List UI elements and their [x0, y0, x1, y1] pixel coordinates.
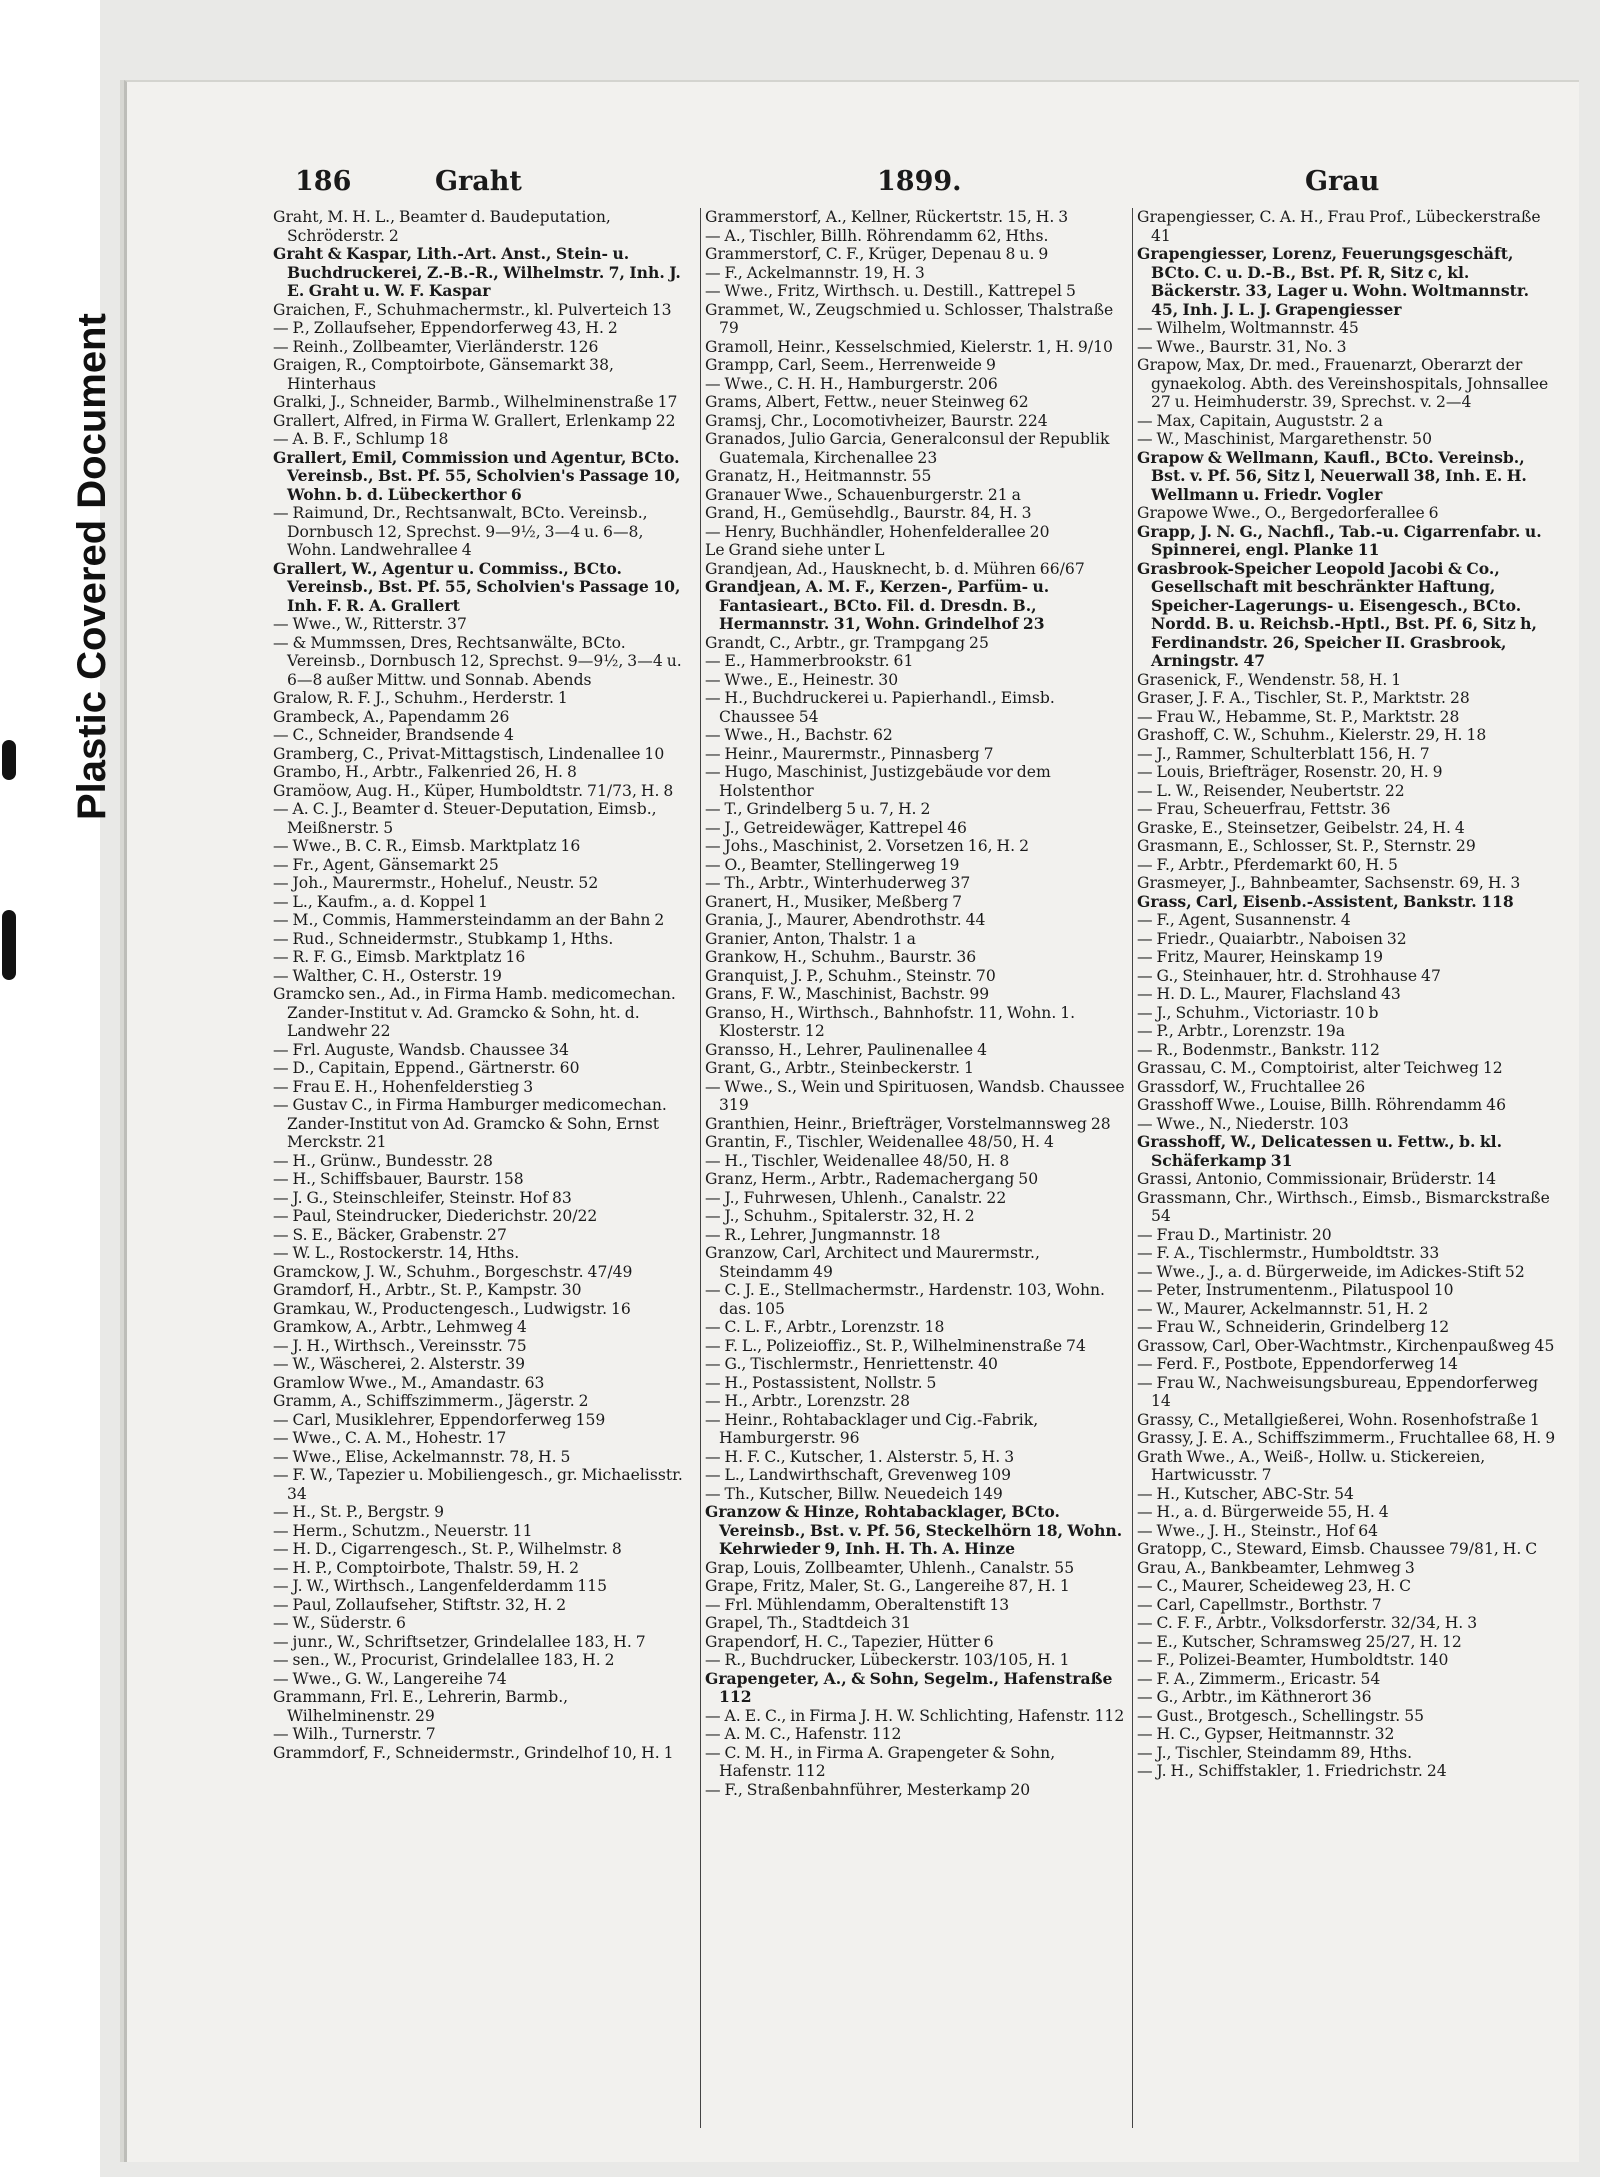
- directory-entry: Grapow, Max, Dr. med., Frauenarzt, Oberarzt der gynaekolog. Abth. des Vereinshospitals, Johnsallee 27 u. Heimhuderstr. 39, Sprechst. v. 2—4: [1137, 356, 1549, 411]
- directory-entry: Grap, Louis, Zollbeamter, Uhlenh., Canalstr. 55: [705, 1558, 1075, 1577]
- directory-entry: Grapengiesser, Lorenz, Feuerungsgeschäft, BCto. C. u. D.-B., Bst. Pf. R, Sitz c, kl. Bäckerstr. 33, Lager u. Wohn. Woltmannstr. 45, Inh. J. L. J. Grapengiesser: [1137, 244, 1530, 319]
- directory-entry: Grashoff, C. W., Schuhm., Kielerstr. 29, H. 18: [1137, 726, 1487, 744]
- directory-entry: — H., Kutscher, ABC-Str. 54: [1137, 1484, 1354, 1503]
- directory-entry: Grallert, Alfred, in Firma W. Grallert, Erlenkamp 22: [273, 411, 676, 430]
- side-mark-bottom: [2, 910, 16, 980]
- directory-entry: Grapow & Wellmann, Kaufl., BCto. Vereinsb., Bst. v. Pf. 56, Sitz l, Neuerwall 38, Inh. E. H. Wellmann u. Friedr. Vogler: [1137, 447, 1527, 504]
- directory-entry: Graser, J. F. A., Tischler, St. P., Marktstr. 28: [1137, 689, 1470, 707]
- directory-entry: — J., Rammer, Schulterblatt 156, H. 7: [1137, 744, 1430, 763]
- directory-entry: — C. M. H., in Firma A. Grapengeter & Sohn, Hafenstr. 112: [705, 1743, 1056, 1780]
- side-mark-top: [2, 740, 16, 780]
- directory-entry: — Friedr., Quaiarbtr., Naboisen 32: [1137, 929, 1407, 948]
- directory-entry: — J., Tischler, Steindamm 89, Hths.: [1137, 1743, 1413, 1762]
- directory-entry: — E., Kutscher, Schramsweg 25/27, H. 12: [1137, 1632, 1462, 1651]
- directory-entry: Grassow, Carl, Ober-Wachtmstr., Kirchenpaußweg 45: [1137, 1336, 1555, 1355]
- directory-entry: — H., St. P., Bergstr. 9: [273, 1503, 445, 1521]
- directory-entry: Grassy, J. E. A., Schiffszimmerm., Fruchtallee 68, H. 9: [1137, 1429, 1556, 1447]
- directory-entry: — Joh., Maurermstr., Hoheluf., Neustr. 52: [273, 874, 599, 892]
- directory-entry: Grassi, Antonio, Commissionair, Brüderstr. 14: [1137, 1170, 1497, 1188]
- directory-entry: — Wwe., J., a. d. Bürgerweide, im Adickes-Stift 52: [1137, 1262, 1525, 1281]
- column-rule-1: [700, 208, 701, 2128]
- directory-entry: — Walther, C. H., Osterstr. 19: [273, 966, 502, 985]
- directory-entry: — Ferd. F., Postbote, Eppendorferweg 14: [1137, 1355, 1458, 1373]
- directory-entry: — Rud., Schneidermstr., Stubkamp 1, Hths.: [273, 929, 614, 948]
- column-rule-2: [1132, 208, 1133, 2128]
- directory-entry: — W., Süderstr. 6: [273, 1614, 406, 1632]
- directory-entry: Grasshoff Wwe., Louise, Billh. Röhrendamm 46: [1137, 1096, 1506, 1114]
- directory-entry: — Wilhelm, Woltmannstr. 45: [1137, 319, 1359, 337]
- directory-entry: Grasbrook-Speicher Leopold Jacobi & Co., Gesellschaft mit beschränkter Haftung, Speicher-Lagerungs- u. Eisengesch., BCto. Nordd. B. u. Reichsb.-Hptl., Bst. Pf. 6, Sitz h, Ferdinandstr. 26, Speicher II. Grasbrook, Arningstr. 47: [1137, 558, 1537, 670]
- directory-entry: Gramöow, Aug. H., Küper, Humboldtstr. 71/73, H. 8: [273, 781, 674, 800]
- directory-entry: — J., Getreidewäger, Kattrepel 46: [705, 818, 967, 837]
- directory-entry: Grammerstorf, C. F., Krüger, Depenau 8 u. 9: [705, 245, 1049, 263]
- directory-entry: — A., Tischler, Billh. Röhrendamm 62, Hths.: [705, 226, 1049, 245]
- directory-entry: — J., Schuhm., Victoriastr. 10 b: [1137, 1003, 1379, 1022]
- directory-entry: — Wwe., J. H., Steinstr., Hof 64: [1137, 1521, 1379, 1540]
- directory-entry: — H., Postassistent, Nollstr. 5: [705, 1373, 937, 1392]
- directory-entry: Gramlow Wwe., M., Amandastr. 63: [273, 1373, 545, 1392]
- directory-entry: Grapengeter, A., & Sohn, Segelm., Hafenstraße 112: [705, 1668, 1113, 1706]
- directory-entry: — J., Fuhrwesen, Uhlenh., Canalstr. 22: [705, 1188, 1007, 1207]
- directory-entry: — O., Beamter, Stellingerweg 19: [705, 855, 960, 874]
- directory-entry: Grasmeyer, J., Bahnbeamter, Sachsenstr. 69, H. 3: [1137, 874, 1521, 892]
- directory-entry: — Peter, Instrumentenm., Pilatuspool 10: [1137, 1281, 1454, 1299]
- directory-entry: — G., Arbtr., im Käthnerort 36: [1137, 1688, 1372, 1706]
- directory-entry: — Fr., Agent, Gänsemarkt 25: [273, 855, 499, 874]
- header-right-word: Grau: [1305, 166, 1380, 197]
- directory-entry: Granatz, H., Heitmannstr. 55: [705, 467, 932, 485]
- column-3: [1137, 208, 1559, 1781]
- directory-entry: — Carl, Musiklehrer, Eppendorferweg 159: [273, 1410, 606, 1429]
- directory-entry: — Wwe., S., Wein und Spirituosen, Wandsb. Chaussee 319: [705, 1077, 1125, 1114]
- directory-entry: Grasenick, F., Wendenstr. 58, H. 1: [1137, 670, 1402, 689]
- directory-entry: — G., Steinhauer, htr. d. Strohhause 47: [1137, 966, 1441, 985]
- directory-entry: — Heinr., Maurermstr., Pinnasberg 7: [705, 744, 994, 763]
- directory-entry: Grampp, Carl, Seem., Herrenweide 9: [705, 356, 996, 374]
- directory-entry: — Frau, Scheuerfrau, Fettstr. 36: [1137, 800, 1391, 818]
- directory-entry: Gramkau, W., Productengesch., Ludwigstr. 16: [273, 1299, 631, 1318]
- directory-entry: Graht, M. H. L., Beamter d. Baudeputation, Schröderstr. 2: [273, 208, 611, 245]
- directory-entry: Grania, J., Maurer, Abendrothstr. 44: [705, 911, 986, 929]
- directory-entry: — Carl, Capellmstr., Borthstr. 7: [1137, 1595, 1382, 1614]
- directory-entry: Granados, Julio Garcia, Generalconsul der Republik Guatemala, Kirchenallee 23: [705, 430, 1110, 467]
- directory-entry: — Gust., Brotgesch., Schellingstr. 55: [1137, 1706, 1425, 1725]
- directory-entry: — R., Bodenmstr., Bankstr. 112: [1137, 1040, 1380, 1059]
- directory-entry: Grand, H., Gemüsehdlg., Baurstr. 84, H. 3: [705, 504, 1032, 522]
- directory-entry: Grammdorf, F., Schneidermstr., Grindelhof 10, H. 1: [273, 1743, 674, 1762]
- directory-entry: — Wwe., C. A. M., Hohestr. 17: [273, 1429, 507, 1447]
- directory-entry: — Max, Capitain, Auguststr. 2 a: [1137, 411, 1383, 430]
- directory-entry: — J. G., Steinschleifer, Steinstr. Hof 83: [273, 1188, 572, 1207]
- directory-entry: Graht & Kaspar, Lith.-Art. Anst., Stein- u. Buchdruckerei, Z.-B.-R., Wilhelmstr. 7, Inh. J. E. Graht u. W. F. Kaspar: [273, 244, 681, 300]
- directory-entry: Granert, H., Musiker, Meßberg 7: [705, 892, 963, 911]
- page-number: 186: [295, 166, 352, 197]
- directory-entry: Grams, Albert, Fettw., neuer Steinweg 62: [705, 393, 1029, 411]
- directory-entry: — F. W., Tapezier u. Mobiliengesch., gr. Michaelisstr. 34: [273, 1466, 683, 1503]
- directory-entry: — F., Agent, Susannenstr. 4: [1137, 911, 1351, 929]
- directory-entry: Grantin, F., Tischler, Weidenallee 48/50, H. 4: [705, 1133, 1054, 1151]
- directory-entry: Gramdorf, H., Arbtr., St. P., Kampstr. 30: [273, 1281, 582, 1299]
- directory-entry: — Paul, Zollaufseher, Stiftstr. 32, H. 2: [273, 1595, 567, 1614]
- directory-entry: Granz, Herm., Arbtr., Rademachergang 50: [705, 1170, 1039, 1188]
- directory-entry: — L., Landwirthschaft, Grevenweg 109: [705, 1466, 1012, 1484]
- directory-entry: — F. L., Polizeioffiz., St. P., Wilhelminenstraße 74: [705, 1336, 1086, 1355]
- column-1: [273, 208, 695, 1762]
- directory-entry: — Frau W., Nachweisungsbureau, Eppendorferweg 14: [1137, 1373, 1539, 1410]
- directory-entry: — H. P., Comptoirbote, Thalstr. 59, H. 2: [273, 1558, 580, 1577]
- directory-entry: Grapendorf, H. C., Tapezier, Hütter 6: [705, 1632, 994, 1651]
- directory-entry: Graske, E., Steinsetzer, Geibelstr. 24, H. 4: [1137, 818, 1465, 837]
- directory-entry: Gransso, H., Lehrer, Paulinenallee 4: [705, 1040, 988, 1059]
- directory-entry: — H. F. C., Kutscher, 1. Alsterstr. 5, H. 3: [705, 1447, 1015, 1466]
- directory-entry: Grapengiesser, C. A. H., Frau Prof., Lübeckerstraße 41: [1137, 208, 1541, 245]
- directory-entry: Grape, Fritz, Maler, St. G., Langereihe 87, H. 1: [705, 1577, 1070, 1595]
- directory-entry: — M., Commis, Hammersteindamm an der Bahn 2: [273, 911, 665, 929]
- directory-page: [124, 80, 1579, 2162]
- directory-entry: — A. B. F., Schlump 18: [273, 430, 449, 448]
- directory-entry: — Wwe., C. H. H., Hamburgerstr. 206: [705, 374, 998, 393]
- side-label-strip: [0, 0, 114, 2177]
- directory-entry: Gralow, R. F. J., Schuhm., Herderstr. 1: [273, 689, 568, 707]
- directory-entry: — G., Tischlermstr., Henriettenstr. 40: [705, 1355, 998, 1373]
- directory-entry: — Heinr., Rohtabacklager und Cig.-Fabrik, Hamburgerstr. 96: [705, 1410, 1039, 1447]
- directory-entry: Grassdorf, W., Fruchtallee 26: [1137, 1077, 1366, 1096]
- directory-entry: — W., Maschinist, Margarethenstr. 50: [1137, 430, 1432, 448]
- directory-entry: Granzow & Hinze, Rohtabacklager, BCto. Vereinsb., Bst. v. Pf. 56, Steckelhörn 18, Wohn. Kehrwieder 9, Inh. H. Th. A. Hinze: [705, 1502, 1123, 1558]
- column-2: [705, 208, 1127, 1799]
- directory-entry: — H., Tischler, Weidenallee 48/50, H. 8: [705, 1151, 1010, 1170]
- directory-entry: — J. H., Schiffstakler, 1. Friedrichstr. 24: [1137, 1762, 1447, 1780]
- directory-entry: — L. W., Reisender, Neubertstr. 22: [1137, 781, 1405, 800]
- directory-entry: Gramkow, A., Arbtr., Lehmweg 4: [273, 1318, 527, 1336]
- directory-entry: Gratopp, C., Steward, Eimsb. Chaussee 79/81, H. C: [1137, 1540, 1538, 1558]
- directory-entry: — C. F. F., Arbtr., Volksdorferstr. 32/34, H. 3: [1137, 1614, 1478, 1632]
- directory-entry: — F., Arbtr., Pferdemarkt 60, H. 5: [1137, 855, 1398, 874]
- directory-entry: — sen., W., Procurist, Grindelallee 183, H. 2: [273, 1651, 615, 1669]
- directory-entry: — J. H., Wirthsch., Vereinsstr. 75: [273, 1336, 527, 1355]
- directory-entry: — Raimund, Dr., Rechtsanwalt, BCto. Vereinsb., Dornbusch 12, Sprechst. 9—9½, 3—4 u. 6—8, Wohn. Landwehrallee 4: [273, 504, 648, 559]
- directory-entry: — C. J. E., Stellmachermstr., Hardenstr. 103, Wohn. das. 105: [705, 1281, 1106, 1318]
- directory-entry: Grant, G., Arbtr., Steinbeckerstr. 1: [705, 1059, 974, 1077]
- directory-entry: Grallert, Emil, Commission und Agentur, BCto. Vereinsb., Bst. Pf. 55, Scholvien's Passage 10, Wohn. b. d. Lübeckerthor 6: [273, 447, 681, 504]
- directory-entry: — A. E. C., in Firma J. H. W. Schlichting, Hafenstr. 112: [705, 1706, 1125, 1725]
- directory-entry: Gramm, A., Schiffszimmerm., Jägerstr. 2: [273, 1392, 589, 1410]
- directory-entry: — Wwe., Fritz, Wirthsch. u. Destill., Kattrepel 5: [705, 282, 1076, 300]
- directory-entry: — A. C. J., Beamter d. Steuer-Deputation, Eimsb., Meißnerstr. 5: [273, 800, 657, 837]
- directory-entry: Grandjean, Ad., Hausknecht, b. d. Mühren 66/67: [705, 559, 1085, 578]
- directory-entry: — Wilh., Turnerstr. 7: [273, 1725, 436, 1743]
- directory-entry: Grapp, J. N. G., Nachfl., Tab.-u. Cigarrenfabr. u. Spinnerei, engl. Planke 11: [1137, 521, 1542, 559]
- directory-entry: — Frl. Mühlendamm, Oberaltenstift 13: [705, 1595, 1010, 1614]
- directory-entry: — A. M. C., Hafenstr. 112: [705, 1725, 902, 1743]
- directory-entry: — F., Straßenbahnführer, Mesterkamp 20: [705, 1780, 1031, 1799]
- directory-entry: — L., Kaufm., a. d. Koppel 1: [273, 892, 488, 911]
- directory-entry: — H. D., Cigarrengesch., St. P., Wilhelmstr. 8: [273, 1540, 622, 1558]
- directory-entry: — H. C., Gypser, Heitmannstr. 32: [1137, 1725, 1395, 1743]
- header-year: 1899.: [877, 166, 962, 197]
- directory-entry: — Frau W., Hebamme, St. P., Marktstr. 28: [1137, 707, 1460, 726]
- directory-entry: Graichen, F., Schuhmachermstr., kl. Pulverteich 13: [273, 300, 672, 319]
- directory-entry: — J., Schuhm., Spitalerstr. 32, H. 2: [705, 1207, 975, 1225]
- directory-entry: — W., Wäscherei, 2. Alsterstr. 39: [273, 1355, 526, 1373]
- directory-entry: — Louis, Briefträger, Rosenstr. 20, H. 9: [1137, 763, 1443, 781]
- directory-entry: — & Mummssen, Dres, Rechtsanwälte, BCto. Vereinsb., Dornbusch 12, Sprechst. 9—9½, 3—4 u. 6—8 außer Mittw. und Sonnab. Abends: [273, 633, 682, 689]
- directory-entry: Grau, A., Bankbeamter, Lehmweg 3: [1137, 1558, 1415, 1577]
- directory-entry: — W., Maurer, Ackelmannstr. 51, H. 2: [1137, 1299, 1429, 1318]
- directory-entry: Gramoll, Heinr., Kesselschmied, Kielerstr. 1, H. 9/10: [705, 337, 1113, 356]
- directory-entry: — Th., Kutscher, Billw. Neuedeich 149: [705, 1484, 1003, 1503]
- directory-entry: Grath Wwe., A., Weiß-, Hollw. u. Stickereien, Hartwicusstr. 7: [1137, 1447, 1486, 1484]
- directory-entry: — Herm., Schutzm., Neuerstr. 11: [273, 1521, 533, 1540]
- directory-entry: — Frl. Auguste, Wandsb. Chaussee 34: [273, 1040, 569, 1059]
- directory-entry: — Frau D., Martinistr. 20: [1137, 1225, 1332, 1244]
- directory-entry: Grassy, C., Metallgießerei, Wohn. Rosenhofstraße 1: [1137, 1410, 1540, 1429]
- directory-entry: Grandt, C., Arbtr., gr. Trampgang 25: [705, 633, 989, 652]
- directory-entry: — Wwe., H., Bachstr. 62: [705, 726, 893, 744]
- directory-entry: Grandjean, A. M. F., Kerzen-, Parfüm- u. Fantasieart., BCto. Fil. d. Dresdn. B., Hermannstr. 31, Wohn. Grindelhof 23: [705, 577, 1050, 633]
- directory-entry: Grallert, W., Agentur u. Commiss., BCto. Vereinsb., Bst. Pf. 55, Scholvien's Passage 10, Inh. F. R. A. Grallert: [273, 558, 681, 615]
- directory-entry: Grassau, C. M., Comptoirist, alter Teichweg 12: [1137, 1059, 1503, 1077]
- directory-entry: Gramcko sen., Ad., in Firma Hamb. medicomechan. Zander-Institut v. Ad. Gramcko & Sohn, ht. d. Landwehr 22: [273, 985, 676, 1040]
- directory-entry: — Wwe., W., Ritterstr. 37: [273, 615, 467, 633]
- directory-entry: — Frau E. H., Hohenfelderstieg 3: [273, 1077, 534, 1096]
- directory-entry: Granier, Anton, Thalstr. 1 a: [705, 929, 916, 948]
- directory-entry: — F. A., Tischlermstr., Humboldtstr. 33: [1137, 1244, 1440, 1262]
- directory-entry: — Gustav C., in Firma Hamburger medicomechan. Zander-Institut von Ad. Gramcko & Sohn, Ernst Merckstr. 21: [273, 1096, 667, 1151]
- directory-entry: — Wwe., N., Niederstr. 103: [1137, 1114, 1349, 1133]
- directory-entry: — E., Hammerbrookstr. 61: [705, 652, 914, 670]
- directory-entry: Granauer Wwe., Schauenburgerstr. 21 a: [705, 485, 1021, 504]
- directory-entry: — Paul, Steindrucker, Diederichstr. 20/22: [273, 1207, 598, 1225]
- directory-entry: — R., Buchdrucker, Lübeckerstr. 103/105, H. 1: [705, 1651, 1070, 1669]
- directory-entry: — Fritz, Maurer, Heinskamp 19: [1137, 948, 1384, 966]
- directory-entry: — Wwe., G. W., Langereihe 74: [273, 1669, 507, 1688]
- directory-entry: — Johs., Maschinist, 2. Vorsetzen 16, H. 2: [705, 837, 1029, 855]
- directory-entry: — F., Ackelmannstr. 19, H. 3: [705, 263, 925, 282]
- directory-entry: — H., a. d. Bürgerweide 55, H. 4: [1137, 1503, 1389, 1521]
- directory-entry: — Henry, Buchhändler, Hohenfelderallee 20: [705, 522, 1050, 541]
- directory-entry: — C., Maurer, Scheideweg 23, H. C: [1137, 1577, 1412, 1595]
- directory-entry: Grammerstorf, A., Kellner, Rückertstr. 15, H. 3: [705, 208, 1069, 226]
- directory-entry: — Hugo, Maschinist, Justizgebäude vor dem Holstenthor: [705, 763, 1051, 800]
- directory-entry: Gramberg, C., Privat-Mittagstisch, Lindenallee 10: [273, 744, 665, 763]
- directory-entry: — H. D. L., Maurer, Flachsland 43: [1137, 985, 1401, 1003]
- side-label-text: Plastic Covered Document: [70, 313, 114, 820]
- directory-entry: Granso, H., Wirthsch., Bahnhofstr. 11, Wohn. 1. Klosterstr. 12: [705, 1003, 1076, 1040]
- directory-entry: Grambo, H., Arbtr., Falkenried 26, H. 8: [273, 763, 577, 781]
- directory-entry: Granthien, Heinr., Briefträger, Vorstelmannsweg 28: [705, 1114, 1111, 1133]
- directory-entry: Granzow, Carl, Architect und Maurermstr., Steindamm 49: [705, 1244, 1040, 1281]
- directory-entry: — Wwe., E., Heinestr. 30: [705, 670, 899, 689]
- directory-entry: Gralki, J., Schneider, Barmb., Wilhelminenstraße 17: [273, 393, 678, 411]
- directory-entry: Grammann, Frl. E., Lehrerin, Barmb., Wilhelminenstr. 29: [273, 1688, 569, 1725]
- directory-entry: — Reinh., Zollbeamter, Vierländerstr. 126: [273, 337, 599, 356]
- directory-entry: — H., Grünw., Bundesstr. 28: [273, 1151, 493, 1170]
- directory-entry: Gramckow, J. W., Schuhm., Borgeschstr. 47/49: [273, 1262, 633, 1281]
- directory-entry: Grasmann, E., Schlosser, St. P., Sternstr. 29: [1137, 837, 1476, 855]
- directory-entry: Grasshoff, W., Delicatessen u. Fettw., b. kl. Schäferkamp 31: [1137, 1132, 1503, 1170]
- directory-entry: — H., Arbtr., Lorenzstr. 28: [705, 1392, 911, 1410]
- page-header: [127, 166, 1579, 206]
- directory-entry: — W. L., Rostockerstr. 14, Hths.: [273, 1244, 520, 1262]
- directory-entry: — Th., Arbtr., Winterhuderweg 37: [705, 874, 971, 892]
- directory-entry: — F. A., Zimmerm., Ericastr. 54: [1137, 1669, 1381, 1688]
- directory-entry: — T., Grindelberg 5 u. 7, H. 2: [705, 800, 931, 818]
- directory-entry: — R. F. G., Eimsb. Marktplatz 16: [273, 948, 526, 966]
- directory-entry: Grans, F. W., Maschinist, Bachstr. 99: [705, 985, 990, 1003]
- directory-entry: — P., Arbtr., Lorenzstr. 19a: [1137, 1022, 1346, 1040]
- directory-entry: — H., Schiffsbauer, Baurstr. 158: [273, 1170, 524, 1188]
- directory-entry: — C. L. F., Arbtr., Lorenzstr. 18: [705, 1318, 945, 1336]
- directory-entry: — Wwe., B. C. R., Eimsb. Marktplatz 16: [273, 837, 581, 855]
- directory-entry: — C., Schneider, Brandsende 4: [273, 726, 514, 744]
- directory-entry: Le Grand siehe unter L: [705, 541, 885, 559]
- directory-entry: Grankow, H., Schuhm., Baurstr. 36: [705, 948, 977, 966]
- directory-entry: Grassmann, Chr., Wirthsch., Eimsb., Bismarckstraße 54: [1137, 1188, 1550, 1225]
- directory-entry: — Frau W., Schneiderin, Grindelberg 12: [1137, 1318, 1450, 1336]
- directory-entry: — J. W., Wirthsch., Langenfelderdamm 115: [273, 1577, 608, 1595]
- header-left-word: Graht: [435, 166, 522, 197]
- directory-entry: — P., Zollaufseher, Eppendorferweg 43, H. 2: [273, 319, 618, 337]
- directory-entry: — junr., W., Schriftsetzer, Grindelallee 183, H. 7: [273, 1632, 646, 1651]
- directory-entry: Graigen, R., Comptoirbote, Gänsemarkt 38, Hinterhaus: [273, 356, 614, 393]
- directory-entry: — H., Buchdruckerei u. Papierhandl., Eimsb. Chaussee 54: [705, 689, 1055, 726]
- directory-entry: Grammet, W., Zeugschmied u. Schlosser, Thalstraße 79: [705, 300, 1114, 337]
- directory-entry: — D., Capitain, Eppend., Gärtnerstr. 60: [273, 1059, 580, 1077]
- directory-entry: Gramsj, Chr., Locomotivheizer, Baurstr. 224: [705, 411, 1048, 430]
- directory-entry: Grapel, Th., Stadtdeich 31: [705, 1614, 911, 1632]
- directory-entry: — Wwe., Baurstr. 31, No. 3: [1137, 337, 1347, 356]
- directory-entry: Grapowe Wwe., O., Bergedorferallee 6: [1137, 504, 1439, 522]
- directory-entry: — F., Polizei-Beamter, Humboldtstr. 140: [1137, 1651, 1449, 1669]
- directory-entry: — S. E., Bäcker, Grabenstr. 27: [273, 1225, 507, 1244]
- directory-entry: Grambeck, A., Papendamm 26: [273, 707, 510, 726]
- directory-entry: Granquist, J. P., Schuhm., Steinstr. 70: [705, 966, 996, 985]
- directory-entry: — R., Lehrer, Jungmannstr. 18: [705, 1225, 941, 1244]
- directory-entry: — Wwe., Elise, Ackelmannstr. 78, H. 5: [273, 1447, 571, 1466]
- directory-entry: Grass, Carl, Eisenb.-Assistent, Bankstr. 118: [1137, 891, 1514, 911]
